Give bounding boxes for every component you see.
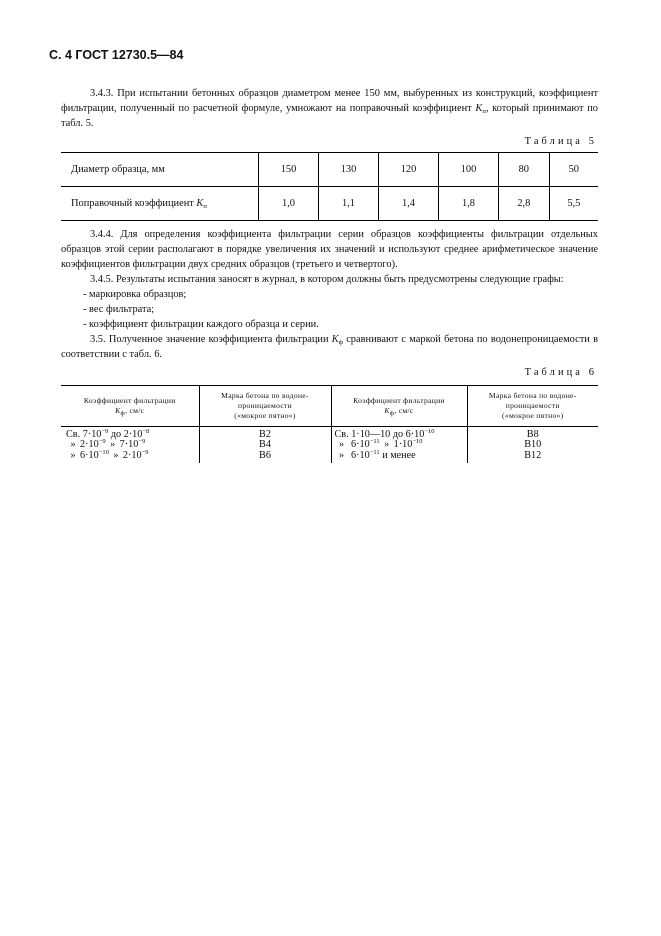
table-row: [61, 187, 598, 221]
range-line: [335, 448, 467, 461]
k-subscript: п: [203, 203, 207, 210]
k-symbol: K: [196, 198, 204, 209]
grades-left: [199, 427, 331, 464]
range-tail: и менее: [379, 449, 416, 461]
k-subscript: п: [482, 108, 486, 115]
exponent: −9: [101, 428, 109, 435]
table-cell: 80: [499, 153, 550, 187]
ditto-mark: »: [338, 439, 345, 451]
grade-value: B8: [526, 429, 539, 440]
table-cell: 50: [549, 153, 598, 187]
ditto-mark: »: [70, 439, 76, 451]
ditto-mark: »: [338, 449, 345, 461]
coefficient-ranges-right: [331, 427, 467, 464]
range-from: 6·10: [80, 449, 99, 461]
header-text: Марка бетона по водоне-: [488, 391, 577, 400]
header-text: , см/с: [125, 406, 145, 415]
k-symbol: K: [331, 334, 339, 345]
table-cell: 150: [259, 153, 319, 187]
grade-value: B10: [524, 439, 542, 451]
grades-right: [467, 427, 598, 464]
table-cell: 5,5: [549, 187, 598, 221]
range-from: 1·10—10: [351, 429, 391, 440]
exponent: −9: [141, 448, 149, 456]
range-from: 7·10: [82, 429, 102, 440]
paragraph-text: , который принимают по табл. 5.: [61, 103, 598, 129]
header-text: проницаемости: [237, 401, 293, 410]
ditto-mark: »: [70, 449, 76, 461]
exponent: −9: [138, 438, 146, 446]
paragraph-text: сравнивают с маркой бетона по водонепроницаемости в соответствии с табл. 6.: [61, 334, 598, 360]
paragraphs-3-4-4-to-3-5: [61, 227, 598, 362]
table-cell: 1,4: [379, 187, 439, 221]
paragraph-3-4-3: [61, 86, 598, 131]
header-text: Коэффициент фильтрации: [353, 396, 445, 405]
range-from: 2·10: [80, 439, 99, 451]
exponent: −9: [98, 438, 106, 446]
exponent: −11: [369, 438, 380, 446]
header-text: («мокрое пятно»): [502, 411, 564, 420]
table-cell: 1,8: [439, 187, 499, 221]
range-from: 6·10: [351, 439, 370, 451]
row-label: [61, 187, 259, 221]
k-symbol: K: [475, 103, 483, 114]
grade-value: B4: [259, 439, 271, 451]
header-text: Марка бетона по водоне-: [221, 391, 309, 400]
column-header: [61, 386, 199, 427]
journal-columns-list: [61, 287, 598, 332]
paragraph-text: 3.5. Полученное значение коэффициента фильтрации: [90, 334, 332, 345]
header-text: («мокрое пятно»): [234, 411, 296, 420]
table-row: [61, 153, 598, 187]
grade-value: B6: [259, 449, 271, 461]
table-cell: 1,0: [259, 187, 319, 221]
table-header-row: [61, 386, 598, 427]
paragraph-3-5: [61, 332, 598, 362]
ditto-mark: »: [384, 439, 390, 451]
paragraph-text: 3.4.3. При испытании бетонных образцов диаметром менее 150 мм, выбуренных из конструкций, коэффициент фильтрации, полученный по расчетной формуле, умножают на поправочный коэффициент: [61, 88, 598, 114]
ditto-mark: »: [113, 449, 119, 461]
table-cell: 1,1: [319, 187, 379, 221]
exponent: −11: [369, 448, 380, 456]
table-6-caption: Таблица 6: [524, 367, 597, 378]
list-item: - вес фильтрата;: [83, 304, 155, 315]
row-label: Диаметр образца, мм: [61, 153, 259, 187]
range-lead: Св.: [66, 429, 83, 440]
range-to: 7·10: [119, 439, 139, 451]
header-text: , см/с: [394, 406, 414, 415]
exponent: −10: [424, 428, 435, 435]
coefficient-ranges-left: [61, 427, 199, 464]
range-line: [66, 448, 199, 461]
table-6: [61, 385, 598, 463]
range-mid: до: [390, 429, 406, 440]
range-to: 6·10: [405, 429, 425, 440]
list-item: - коэффициент фильтрации каждого образца и серии.: [83, 319, 319, 330]
paragraph-3-4-4: 3.4.4. Для определения коэффициента фильтрации серии образцов коэффициенты фильтрации отдельных образцов этой серии располагают в порядке увеличения их значений и используют среднее арифметическое значение коэффициентов фильтрации двух средних образцов (третьего и четвертого).: [61, 229, 598, 270]
range-from: 6·10: [351, 449, 370, 461]
k-subscript: ф: [389, 410, 395, 417]
column-header: [199, 386, 331, 427]
k-subscript: ф: [338, 339, 343, 346]
table-cell: 120: [379, 153, 439, 187]
k-symbol: K: [384, 406, 390, 415]
exponent: −10: [98, 448, 109, 456]
table-cell: 2,8: [499, 187, 550, 221]
list-item: - маркировка образцов;: [83, 289, 187, 300]
table-row: [61, 427, 598, 464]
table-cell: 130: [319, 153, 379, 187]
range-to: 1·10: [393, 439, 413, 451]
paragraph-3-4-5: 3.4.5. Результаты испытания заносят в журнал, в котором должны быть предусмотрены следующие графы:: [90, 274, 564, 285]
k-symbol: K: [115, 406, 121, 415]
exponent: −10: [412, 438, 423, 446]
range-to: 2·10: [122, 449, 142, 461]
header-text: проницаемости: [505, 401, 560, 410]
row-label-text: Поправочный коэффициент: [71, 198, 197, 209]
range-lead: Св.: [334, 429, 352, 440]
grade-value: B2: [259, 429, 271, 440]
k-subscript: ф: [120, 410, 126, 417]
exponent: −8: [142, 428, 150, 435]
header-text: Коэффициент фильтрации: [83, 396, 176, 405]
grade-value: B12: [524, 449, 542, 461]
table-5-caption: Таблица 5: [524, 136, 597, 147]
column-header: [467, 386, 598, 427]
page-header: С. 4 ГОСТ 12730.5—84: [49, 48, 184, 62]
range-mid: до: [108, 429, 124, 440]
column-header: [331, 386, 467, 427]
table-5: [61, 152, 598, 221]
table-cell: 100: [439, 153, 499, 187]
ditto-mark: »: [110, 439, 116, 451]
range-to: 2·10: [123, 429, 143, 440]
